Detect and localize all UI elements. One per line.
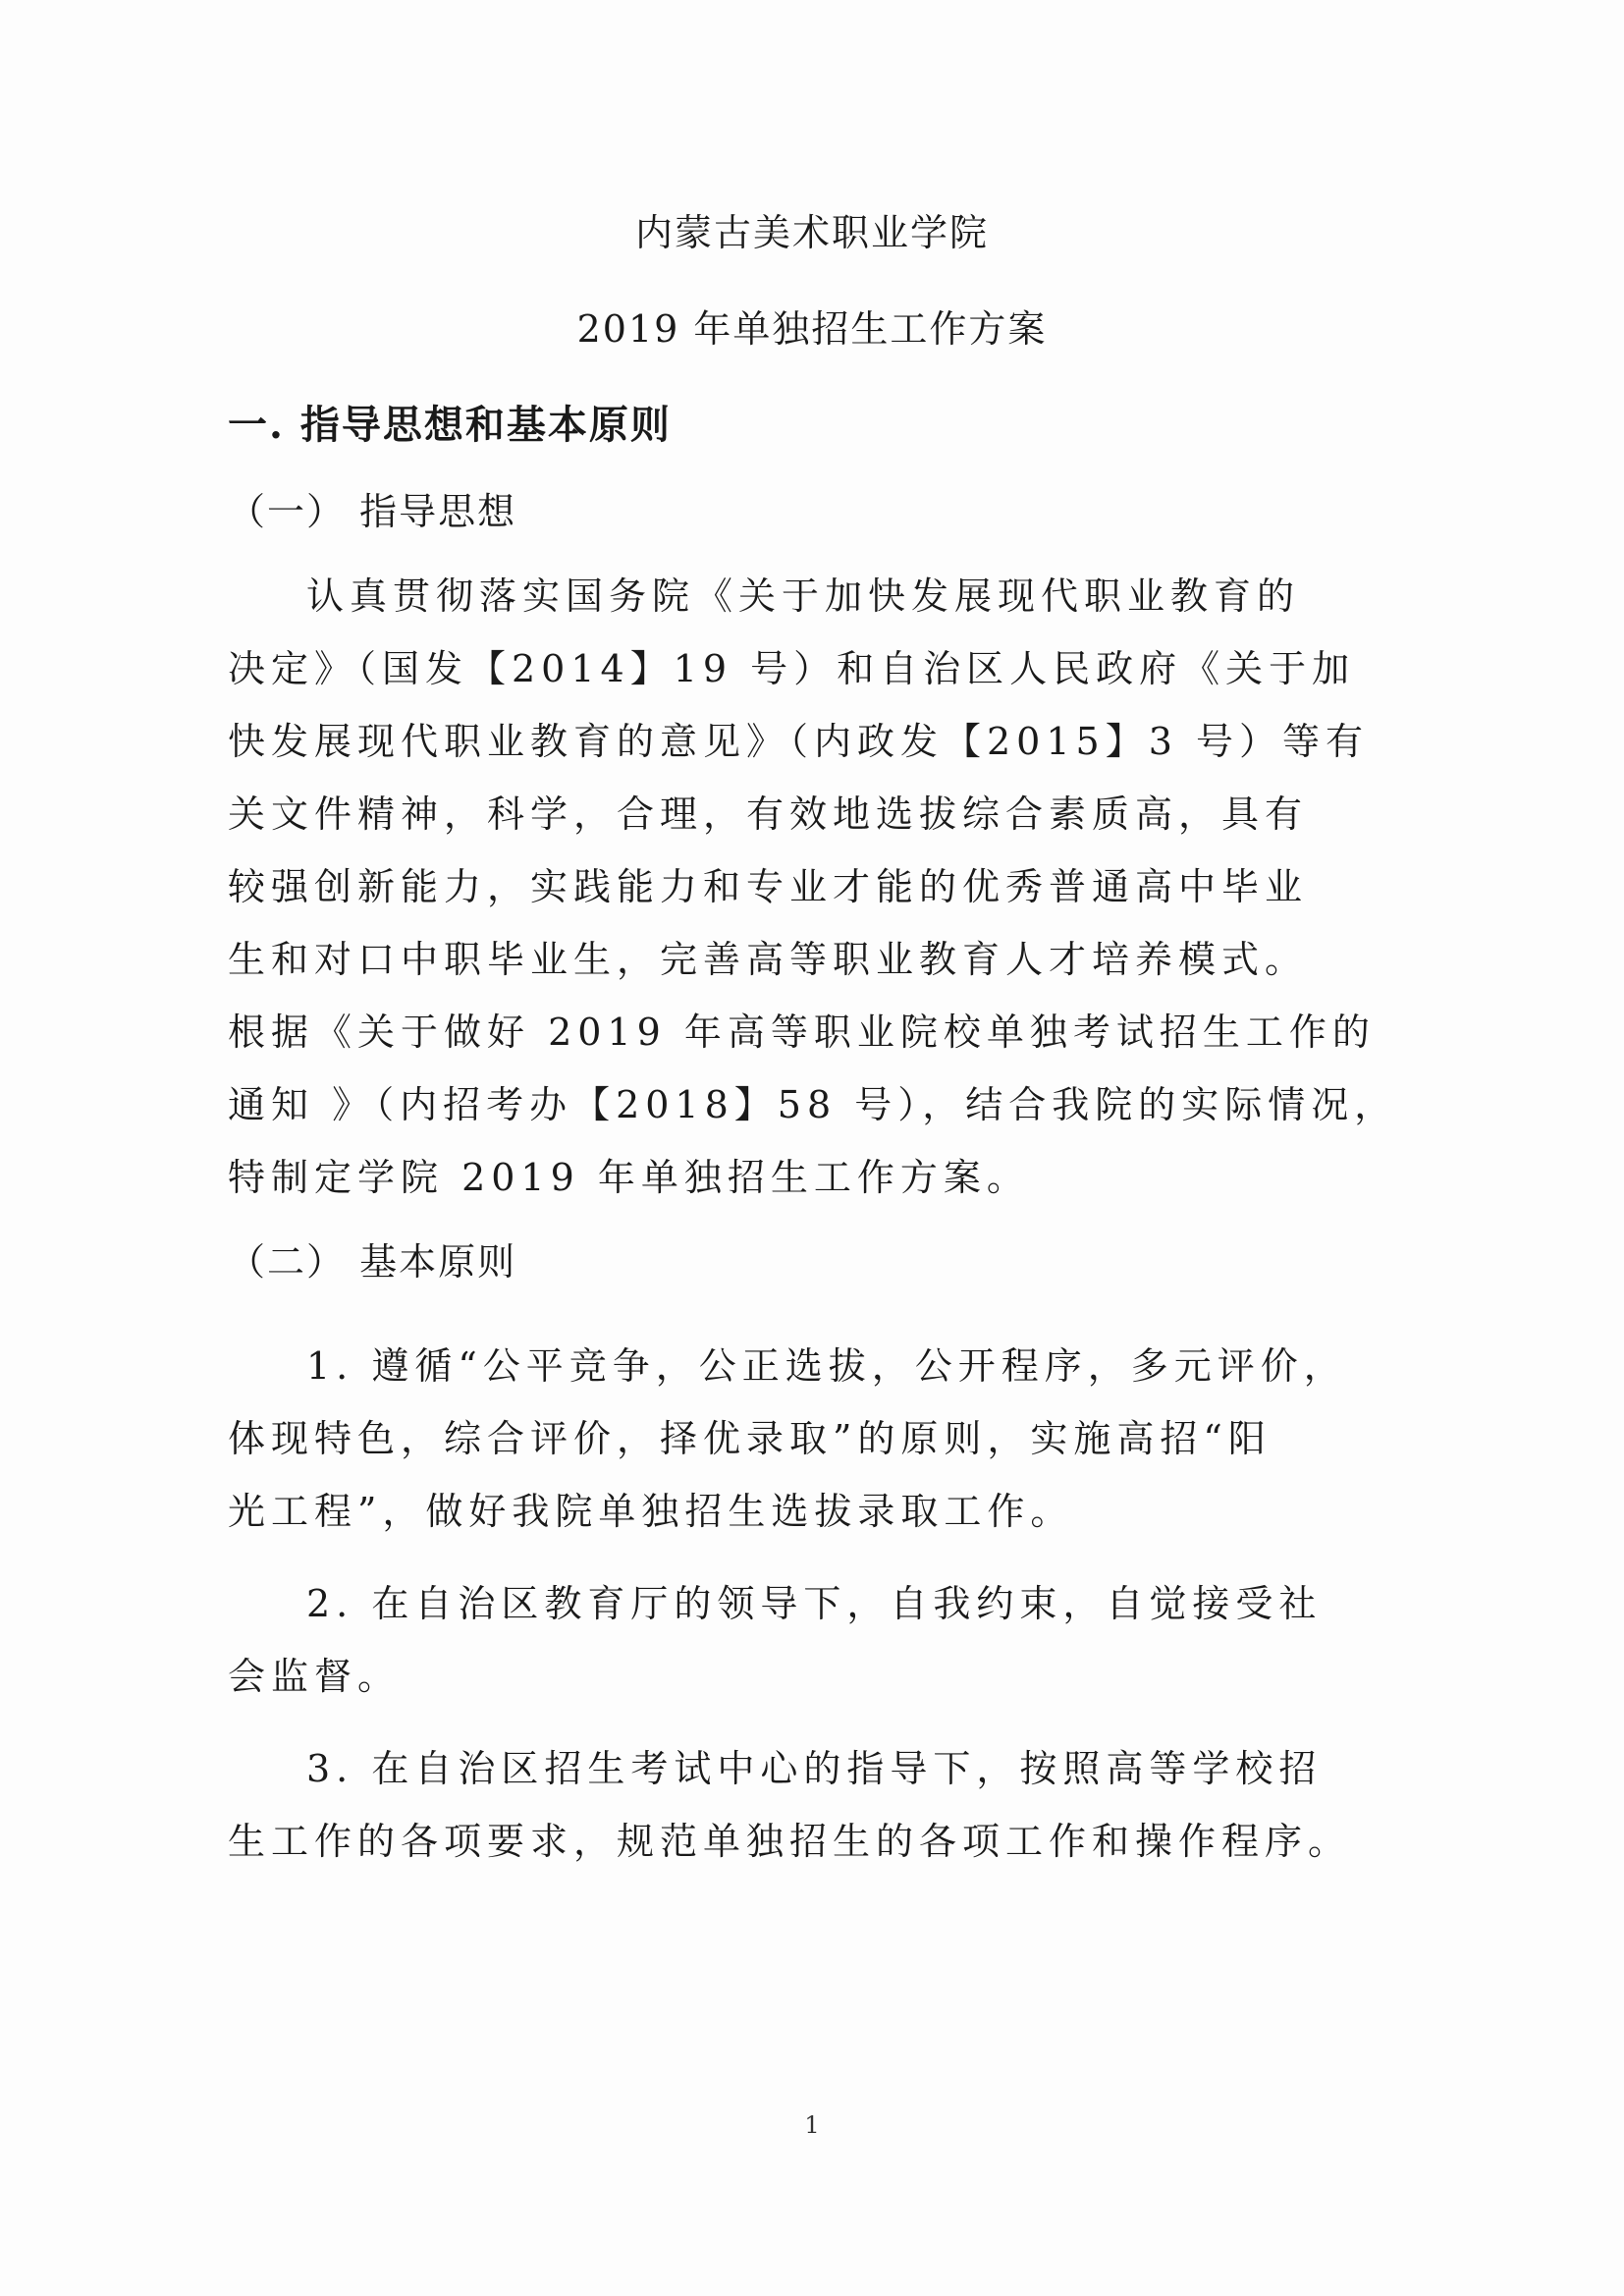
section-heading-1: 一. 指导思想和基本原则	[228, 402, 672, 448]
para-line: 快发展现代职业教育的意见》（内政发【2015】3 号）等有	[228, 720, 1369, 763]
para-line: 光工程”，做好我院单独招生选拔录取工作。	[228, 1490, 1074, 1533]
principle-2	[228, 1567, 1396, 1713]
title-institution: 内蒙古美术职业学院	[634, 211, 989, 254]
para-line: 2. 在自治区教育厅的领导下，自我约束，自觉接受社	[306, 1582, 1323, 1625]
document-body	[228, 204, 1396, 1878]
paragraph-guiding-thought	[228, 560, 1396, 1214]
title-plan: 2019 年单独招生工作方案	[576, 307, 1048, 351]
para-line: 体现特色，综合评价，择优录取”的原则，实施高招“阳	[228, 1417, 1272, 1460]
para-line: 较强创新能力，实践能力和专业才能的优秀普通高中毕业	[228, 865, 1309, 908]
para-line: 通知 》（内招考办【2018】58 号），结合我院的实际情况，	[228, 1083, 1398, 1126]
para-line: 决定》（国发【2014】19 号）和自治区人民政府《关于加	[228, 647, 1356, 690]
para-line: 根据《关于做好 2019 年高等职业院校单独考试招生工作的	[228, 1011, 1376, 1054]
para-line: 认真贯彻落实国务院《关于加快发展现代职业教育的	[306, 574, 1301, 618]
para-line: 3. 在自治区招生考试中心的指导下，按照高等学校招	[306, 1747, 1323, 1790]
principle-3	[228, 1732, 1396, 1878]
subheading-basic-principles: （二） 基本原则	[228, 1240, 517, 1284]
para-line: 特制定学院 2019 年单独招生工作方案。	[228, 1156, 1030, 1199]
para-line: 关文件精神，科学，合理，有效地选拔综合素质高，具有	[228, 793, 1309, 836]
subheading-guiding-thought: （一） 指导思想	[228, 490, 517, 533]
page-number: 1	[804, 2111, 820, 2139]
para-line: 会监督。	[228, 1655, 402, 1698]
para-line: 生和对口中职毕业生，完善高等职业教育人才培养模式。	[228, 938, 1309, 981]
para-line: 1. 遵循“公平竞争，公正选拔，公开程序，多元评价，	[306, 1344, 1347, 1388]
principle-1	[228, 1330, 1396, 1548]
para-line: 生工作的各项要求，规范单独招生的各项工作和操作程序。	[228, 1820, 1352, 1863]
